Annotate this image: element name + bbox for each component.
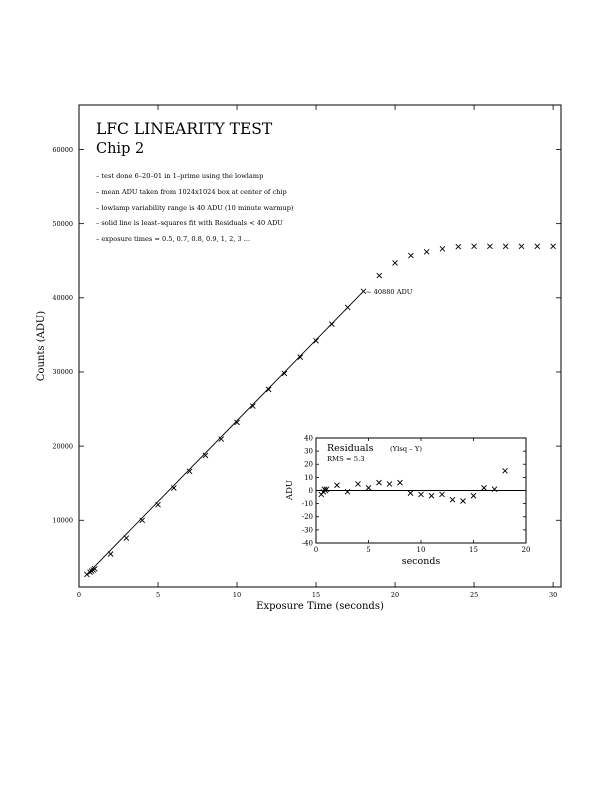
x-tick-label: 20 — [390, 591, 400, 599]
data-point — [472, 244, 477, 249]
residual-point — [450, 497, 455, 502]
residual-point — [482, 485, 487, 490]
x-tick-label: 15 — [311, 591, 321, 599]
y-tick-label: 40000 — [52, 294, 73, 303]
data-point — [408, 253, 413, 258]
data-point — [140, 518, 145, 523]
y-tick-label: 50000 — [52, 219, 73, 228]
inset-title: Residuals — [327, 443, 374, 454]
x-axis-label: Exposure Time (seconds) — [256, 601, 384, 612]
least-squares-fit-line — [87, 291, 364, 574]
data-point — [551, 244, 556, 249]
data-point — [84, 572, 89, 577]
data-point — [108, 552, 113, 557]
note-line: – solid line is least–squares fit with Residuals < 40 ADU — [96, 219, 283, 227]
y-tick-label: 30000 — [52, 368, 73, 377]
residual-point — [387, 481, 392, 486]
residual-point — [440, 492, 445, 497]
data-point — [519, 244, 524, 249]
y-tick-label: 20000 — [52, 442, 73, 451]
x-tick-label: 0 — [313, 546, 319, 554]
x-tick-label: 25 — [469, 591, 479, 599]
notes-block — [96, 172, 294, 243]
y-tick-label: 20 — [304, 460, 313, 469]
data-point — [535, 244, 540, 249]
x-tick-label: 20 — [521, 546, 531, 554]
data-point — [156, 502, 161, 507]
x-tick-label: 5 — [155, 591, 161, 599]
y-tick-label: 10 — [304, 473, 313, 482]
residual-point — [356, 481, 361, 486]
inset-data-points — [319, 468, 508, 503]
residual-point — [366, 485, 371, 490]
main-data-points — [84, 244, 555, 577]
y-tick-label: 0 — [308, 486, 313, 495]
y-tick-label: -20 — [301, 513, 313, 522]
inset-rms: RMS = 5.3 — [327, 455, 365, 463]
y-axis-label: Counts (ADU) — [36, 310, 47, 382]
point-annotation: ~ 40880 ADU — [366, 288, 413, 296]
chart-subtitle: Chip 2 — [96, 141, 145, 157]
x-tick-label: 10 — [416, 546, 426, 554]
data-point — [92, 566, 97, 571]
y-tick-label: -30 — [301, 526, 313, 535]
residual-point — [471, 493, 476, 498]
x-tick-label: 5 — [366, 546, 371, 554]
residual-point — [419, 492, 424, 497]
y-tick-label: 30 — [304, 447, 313, 456]
residual-point — [503, 468, 508, 473]
data-point — [345, 305, 350, 310]
data-point — [440, 246, 445, 251]
note-line: – lowlamp variability range is 40 ADU (10 minute warmup) — [96, 204, 294, 212]
note-line: – test done 6–20–01 in 1–prime using the lowlamp — [96, 172, 264, 180]
chart-title: LFC LINEARITY TEST — [96, 120, 273, 138]
x-tick-label: 0 — [76, 591, 82, 599]
inset-formula: (Ylsq – Y) — [390, 445, 423, 453]
residual-point — [429, 493, 434, 498]
data-point — [487, 244, 492, 249]
residual-point — [398, 480, 403, 485]
x-tick-label: 15 — [469, 546, 478, 554]
y-tick-label: 10000 — [52, 516, 73, 525]
x-tick-label: 30 — [548, 591, 558, 599]
note-line: – mean ADU taken from 1024x1024 box at center of chip — [96, 188, 287, 196]
residual-point — [335, 483, 340, 488]
data-point — [266, 387, 271, 392]
inset-y-axis-label: ADU — [285, 479, 295, 501]
inset-x-axis-label: seconds — [401, 556, 441, 567]
data-point — [377, 273, 382, 278]
residual-point — [408, 491, 413, 496]
data-point — [456, 244, 461, 249]
residual-point — [461, 499, 466, 504]
data-point — [329, 322, 334, 327]
note-line: – exposure times = 0.5, 0.7, 0.8, 0.9, 1, 2, 3 ... — [96, 235, 251, 243]
y-tick-label: 40 — [304, 434, 313, 443]
data-point — [124, 536, 129, 541]
residual-point — [377, 480, 382, 485]
y-tick-label: -40 — [301, 539, 313, 548]
data-point — [393, 260, 398, 265]
data-point — [424, 249, 429, 254]
data-point — [171, 486, 176, 491]
x-tick-label: 10 — [232, 591, 242, 599]
data-point — [503, 244, 508, 249]
data-point — [314, 338, 319, 343]
y-tick-label: -10 — [301, 500, 313, 509]
y-tick-label: 60000 — [52, 145, 73, 154]
